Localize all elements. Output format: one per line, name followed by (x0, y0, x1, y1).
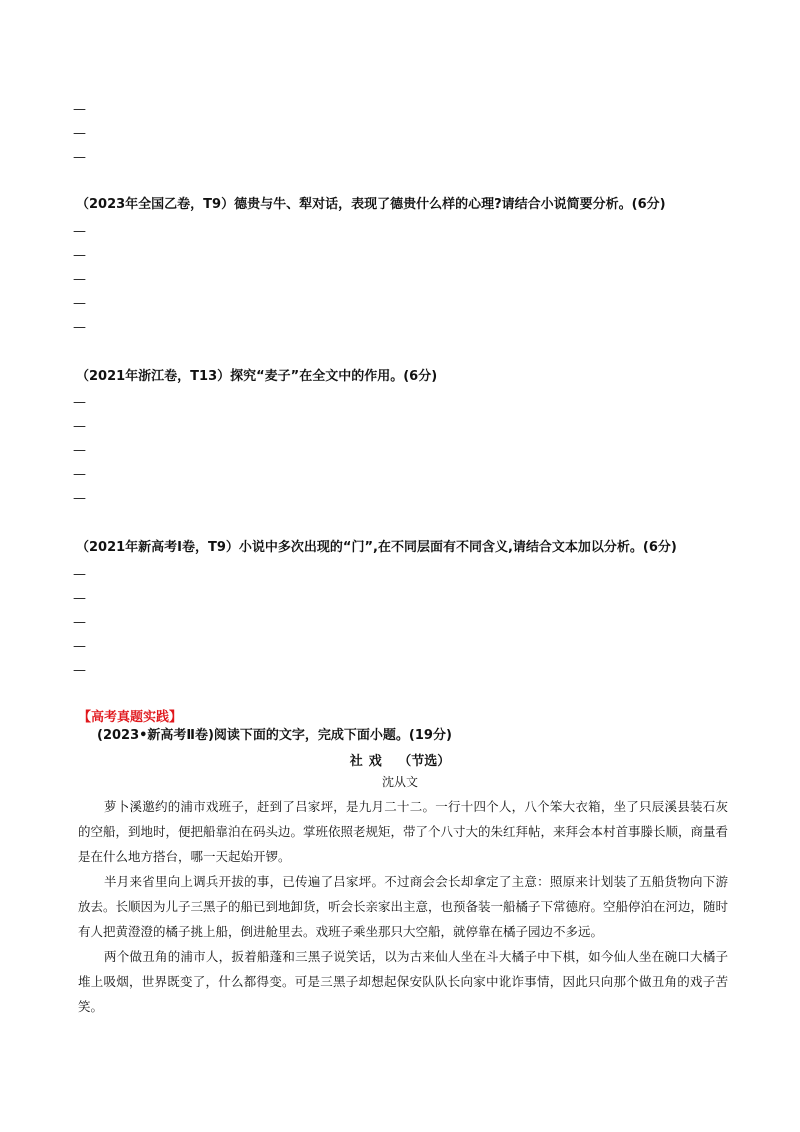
passage-paragraph: 萝卜溪邀约的浦市戏班子，赶到了吕家坪，是九月二十二。一行十四个人，八个笨大衣箱，坐了只辰溪县装石灰的空船，到地时，便把船靠泊在码头边。掌班依照老规矩，带了个八寸大的朱红拜帖，来拜会本村首事滕长顺，商量看是在什么地方搭台，哪一天起始开锣。 (78, 799, 729, 864)
reading-instruction: (2023•新高考Ⅱ卷)阅读下面的文字，完成下面小题。(19分) (97, 728, 452, 743)
answer-line[interactable]: — (73, 663, 86, 678)
answer-line[interactable]: — (73, 320, 86, 335)
passage-body (78, 794, 728, 1019)
answer-line[interactable]: — (73, 126, 86, 141)
answer-line[interactable]: — (73, 150, 86, 165)
answer-lines-q3 (73, 563, 86, 683)
question-1: （2023年全国乙卷，T9）德贵与牛、犁对话，表现了德贵什么样的心理?请结合小说简要分析。(6分) (76, 197, 666, 212)
passage-title (0, 750, 800, 769)
answer-line[interactable]: — (73, 467, 86, 482)
answer-line[interactable]: — (73, 443, 86, 458)
question-3: （2021年新高考Ⅰ卷，T9）小说中多次出现的“门”,在不同层面有不同含义,请结合文本加以分析。(6分) (76, 540, 677, 555)
answer-line[interactable]: — (73, 567, 86, 582)
answer-lines-q1 (73, 220, 86, 340)
answer-line[interactable]: — (73, 248, 86, 263)
answer-line[interactable]: — (73, 639, 86, 654)
passage-author: 沈从文 (381, 775, 418, 789)
passage-title-note: （节选） (398, 754, 451, 769)
answer-line[interactable]: — (73, 296, 86, 311)
answer-line[interactable]: — (73, 419, 86, 434)
answer-line[interactable]: — (73, 615, 86, 630)
answer-line[interactable]: — (73, 272, 86, 287)
passage-paragraph: 两个做丑角的浦市人，扳着船蓬和三黑子说笑话，以为古来仙人坐在斗大橘子中下棋，如今仙人坐在碗口大橘子堆上吸烟，世界既变了，什么都得变。可是三黑子却想起保安队队长向家中讹诈事情，因此只向那个做丑角的戏子苦笑。 (78, 949, 728, 1014)
passage-paragraph: 半月来省里向上调兵开拔的事，已传遍了吕家坪。不过商会会长却拿定了主意：照原来计划装了五船货物向下游放去。长顺因为儿子三黑子的船已到地卸货，听会长亲家出主意，也预备装一船橘子下常德府。空船停泊在河边，随时有人把黄澄澄的橘子挑上船，倒进舱里去。戏班子乘坐那只大空船，就停靠在橘子园边不多远。 (78, 874, 729, 939)
answer-line[interactable]: — (73, 102, 86, 117)
answer-lines-top (73, 98, 86, 170)
answer-line[interactable]: — (73, 591, 86, 606)
answer-line[interactable]: — (73, 491, 86, 506)
passage-title-main: 社戏 (349, 754, 388, 769)
section-tag: 【高考真题实践】 (78, 710, 183, 725)
question-2: （2021年浙江卷，T13）探究“麦子”在全文中的作用。(6分) (76, 369, 438, 384)
answer-line[interactable]: — (73, 224, 86, 239)
answer-line[interactable]: — (73, 395, 86, 410)
answer-lines-q2 (73, 391, 86, 511)
